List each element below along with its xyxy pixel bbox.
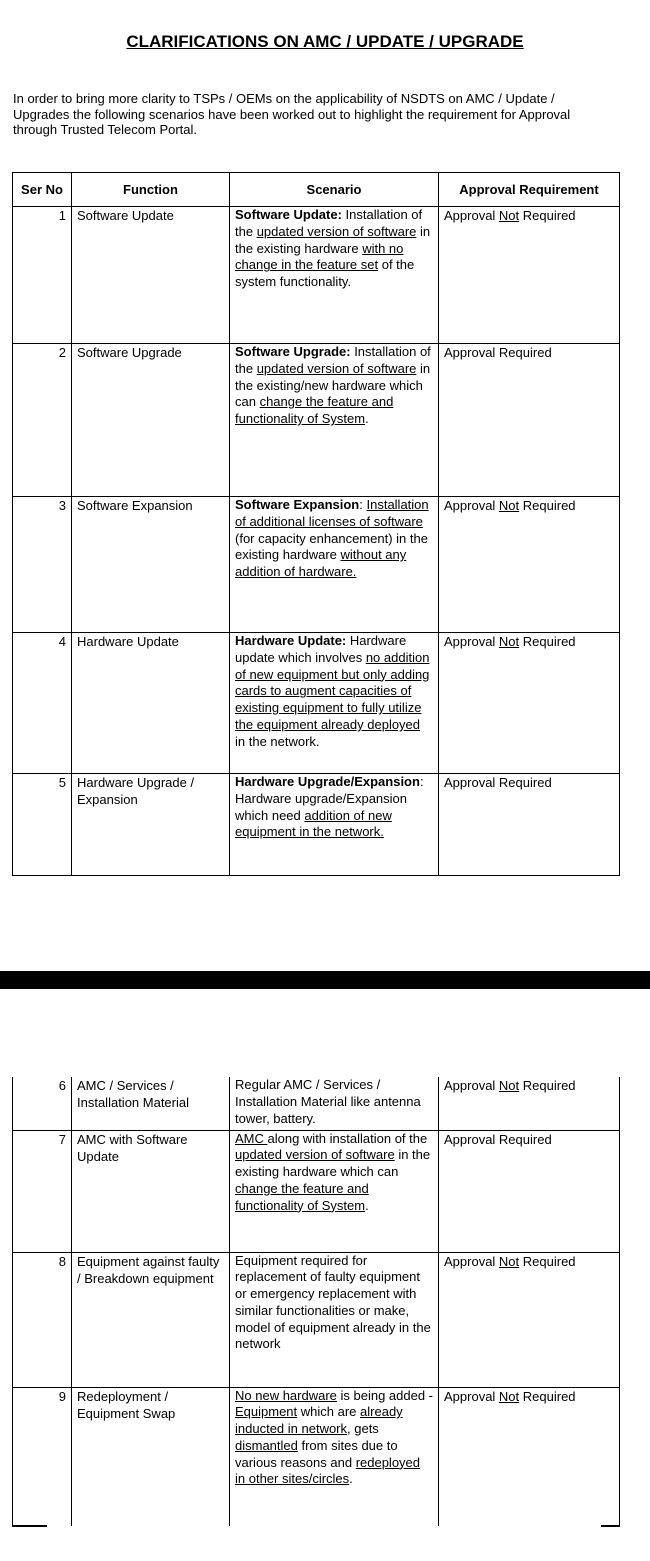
function-cell: Equipment against faulty / Breakdown equipment (72, 1252, 230, 1387)
text-run: change the feature and functionality of System (235, 1180, 369, 1213)
approval-cell (439, 633, 620, 774)
text-run: in the existing hardware (235, 223, 431, 256)
ser-no-cell: 7 (13, 1130, 72, 1252)
table-row (13, 1387, 620, 1526)
header-ser-no: Ser No (13, 173, 72, 207)
text-run: . (365, 411, 369, 427)
scenario-cell (230, 1077, 439, 1130)
text-run: , gets (347, 1421, 379, 1437)
text-run: Not (498, 1078, 520, 1093)
ser-no-cell: 1 (13, 207, 72, 344)
approval-cell (439, 497, 620, 633)
text-run: Approval (444, 1078, 499, 1093)
function-cell: AMC / Services / Installation Material (72, 1077, 230, 1130)
text-run: Approval (444, 498, 499, 513)
scenario-cell (230, 1130, 439, 1252)
text-run: Required (519, 1253, 576, 1269)
scenario-cell (230, 633, 439, 774)
text-run: addition of new equipment in the network. (235, 807, 392, 840)
text-run: : (359, 497, 367, 512)
text-run: no addition of new equipment but only adding cards to augment capacities of existing equipment to fully utilize the equipment already deployed (235, 649, 430, 732)
scenario-cell (230, 207, 439, 344)
text-run: which are (297, 1404, 361, 1420)
text-run: Required (519, 1388, 576, 1404)
text-run: . (349, 1471, 353, 1487)
table-row (13, 1077, 620, 1130)
text-run: Not (498, 634, 520, 649)
ser-no-cell: 8 (13, 1252, 72, 1387)
scenario-cell (230, 1387, 439, 1526)
text-run: change the feature and functionality of System (235, 394, 394, 427)
function-cell: AMC with Software Update (72, 1130, 230, 1252)
intro-paragraph: In order to bring more clarity to TSPs / OEMs on the applicability of NSDTS on AMC / Update / Upgrades the following scenarios have been worked out to highlight the requirement for Approval through Trusted Telecom Portal. (13, 91, 571, 137)
table-bottom-edge-right (601, 1525, 620, 1527)
ser-no-cell: 3 (13, 497, 72, 633)
table-row (13, 207, 620, 344)
text-run: Approval Required (444, 345, 552, 360)
text-run: along with installation of the (267, 1130, 428, 1146)
text-run: Installation of the (235, 344, 431, 376)
function-cell: Software Expansion (72, 497, 230, 633)
scenario-cell (230, 1252, 439, 1387)
text-run: in the existing/new hardware which can (235, 360, 431, 410)
function-cell: Hardware Update (72, 633, 230, 774)
text-run: updated version of software (256, 360, 417, 376)
text-run: Required (519, 498, 576, 513)
text-run: of the system functionality. (235, 257, 415, 290)
text-run: Approval (444, 634, 499, 649)
text-run: Required (519, 208, 576, 223)
approval-cell (439, 1387, 620, 1526)
text-run: with no change in the feature set (235, 240, 404, 273)
text-run: updated version of software (256, 223, 417, 239)
table-row (13, 1252, 620, 1387)
text-run: already inducted in network (235, 1404, 403, 1437)
text-run: Equipment required for replacement of faulty equipment or emergency replacement with similar functionalities or make, model of equipment already in the network (235, 1252, 431, 1352)
function-cell: Software Upgrade (72, 344, 230, 497)
approval-cell (439, 1130, 620, 1252)
text-run: Approval Required (444, 1131, 552, 1147)
approval-cell (439, 207, 620, 344)
text-run: Required (519, 634, 576, 649)
text-run: Not (498, 1388, 520, 1404)
ser-no-cell: 2 (13, 344, 72, 497)
ser-no-cell: 4 (13, 633, 72, 774)
text-run: Approval Required (444, 775, 552, 790)
text-run: updated version of software (235, 1147, 395, 1163)
text-run: in the existing hardware which can (235, 1147, 431, 1180)
scenario-cell (230, 344, 439, 497)
text-run: dismantled (235, 1437, 298, 1453)
approval-cell (439, 344, 620, 497)
text-run: Equipment (235, 1404, 298, 1420)
table-row (13, 1130, 620, 1252)
text-run: redeployed in other sites/circles (235, 1454, 421, 1487)
approval-cell (439, 1252, 620, 1387)
text-run: Approval (444, 208, 499, 223)
text-run: Approval (444, 1253, 499, 1269)
table-row (13, 633, 620, 774)
text-run: Not (498, 208, 520, 223)
page-divider (0, 971, 650, 989)
approval-cell (439, 1077, 620, 1130)
text-run: Required (519, 1078, 576, 1093)
text-run: Not (498, 498, 520, 513)
ser-no-cell: 9 (13, 1387, 72, 1526)
text-run: in the network. (235, 733, 320, 749)
table-header-row (13, 173, 620, 207)
header-approval: Approval Requirement (439, 173, 620, 207)
text-run: Installation of additional licenses of software (235, 497, 429, 529)
text-run: AMC (235, 1130, 268, 1146)
text-run: . (365, 1197, 369, 1213)
text-run: from sites due to various reasons and (235, 1437, 398, 1470)
text-run: without any addition of hardware. (235, 547, 407, 580)
header-scenario: Scenario (230, 173, 439, 207)
ser-no-cell: 5 (13, 774, 72, 876)
scenario-cell (230, 497, 439, 633)
text-run: No new hardware (235, 1387, 337, 1403)
text-run: is being added - (336, 1387, 434, 1403)
clarification-table-continued (12, 1077, 620, 1526)
document-title: CLARIFICATIONS ON AMC / UPDATE / UPGRADE (126, 32, 524, 51)
text-run: : Hardware upgrade/Expansion which need (235, 774, 424, 823)
header-function: Function (72, 173, 230, 207)
clarification-table (12, 172, 620, 876)
text-run: Installation of the (235, 207, 423, 239)
text-run: Software Update: (235, 207, 342, 222)
function-cell: Redeployment / Equipment Swap (72, 1387, 230, 1526)
scenario-cell (230, 774, 439, 876)
text-run: Hardware Update: (235, 633, 347, 648)
approval-cell (439, 774, 620, 876)
table-bottom-edge-left (12, 1525, 47, 1527)
table-row (13, 344, 620, 497)
ser-no-cell: 6 (13, 1077, 72, 1130)
table-row (13, 497, 620, 633)
function-cell: Software Update (72, 207, 230, 344)
text-run: Approval (444, 1388, 499, 1404)
text-run: Hardware update which involves (235, 633, 407, 665)
table-row (13, 774, 620, 876)
text-run: Software Upgrade: (235, 344, 351, 359)
text-run: Not (498, 1253, 520, 1269)
text-run: Regular AMC / Services / Installation Material like antenna tower, battery. (235, 1077, 421, 1126)
text-run: Hardware Upgrade/Expansion (235, 774, 420, 789)
text-run: (for capacity enhancement) in the existing hardware (235, 530, 428, 563)
text-run: Software Expansion (235, 497, 360, 512)
function-cell: Hardware Upgrade / Expansion (72, 774, 230, 876)
